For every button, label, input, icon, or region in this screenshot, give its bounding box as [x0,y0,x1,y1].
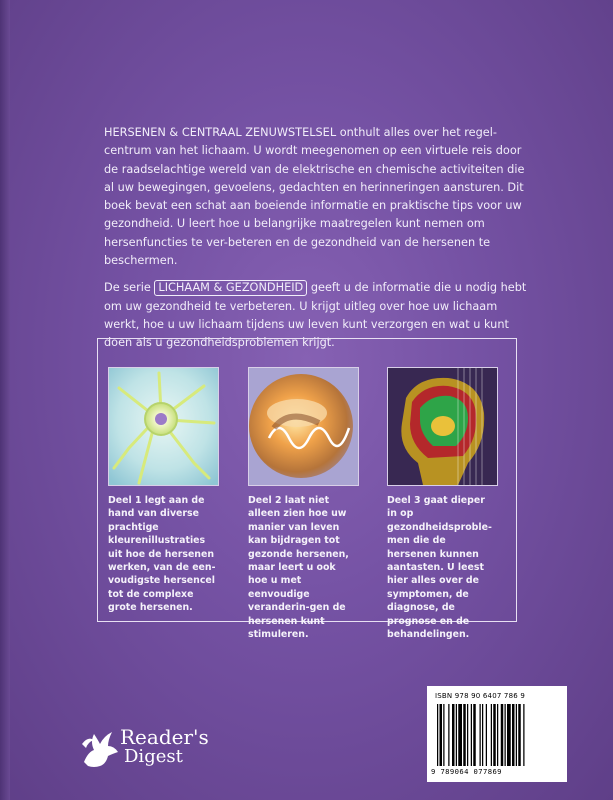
barcode-bars [437,704,557,766]
volume-1 [108,367,217,615]
brain-scan-illustration-icon [387,367,498,486]
volume-1-caption: Deel 1 legt aan de hand van diverse prachtige kleurenillustraties uit hoe de hersenen werken, van de een-voudigste hersencel tot de complexe grote hersenen. [108,495,216,614]
volume-3-caption: Deel 3 gaat dieper in op gezondheidsproble-men die de hersenen kunnen aantasten. U leest hier alles over de symptomen, de diagnose, de prognose en de behandelingen. [387,495,492,641]
volume-2 [248,367,357,641]
isbn-label: ISBN 978 90 6407 786 9 [435,692,525,700]
intro-text [104,124,534,353]
volume-3 [387,367,496,641]
publisher-name-line-1: Reader's [120,725,209,749]
intro-paragraph-1: HERSENEN & CENTRAAL ZENUWSTELSEL onthult alles over het regel-centrum van het lichaam. U wordt meegenomen op een virtuele reis door de raadselachtige wereld van de elektrische en chemische activiteiten die al uw bewegingen, gevoelens, gedachten en herinneringen aansturen. Dit boek bevat een schat aan boeiende informatie en praktische tips voor uw gezondheid. U leert hoe u belangrijke maatregelen kunt nemen om hersenfuncties te ver-beteren en de gezondheid van de hersenen te beschermen. [104,126,525,268]
barcode-number: 9 789064 077869 [431,767,502,776]
series-badge: LICHAAM & GEZONDHEID [154,280,307,296]
publisher-logo [78,724,218,774]
intro-paragraph-2-end: geeft u de informatie die u nodig hebt om uw gezondheid te verbeteren. U krijgt uitleg over hoe uw lichaam werkt, hoe u uw lichaam tijdens uw leven kunt verzorgen en wat u kunt doen als u gezondheidsproblemen krijgt. [104,281,527,350]
volumes-panel [97,338,517,641]
sleeping-person-illustration-icon [248,367,359,486]
neuron-illustration-icon [108,367,219,486]
intro-paragraph-2-start: De serie [104,281,151,295]
pegasus-icon [78,724,122,770]
barcode [427,686,567,782]
volume-2-caption: Deel 2 laat niet alleen zien hoe uw manier van leven kan bijdragen tot gezonde hersenen, maar leert u ook hoe u met eenvoudige veranderin-gen de hersenen kunt stimuleren. [248,495,349,641]
spine-edge [0,0,10,800]
publisher-name-line-2: Digest [124,746,183,767]
